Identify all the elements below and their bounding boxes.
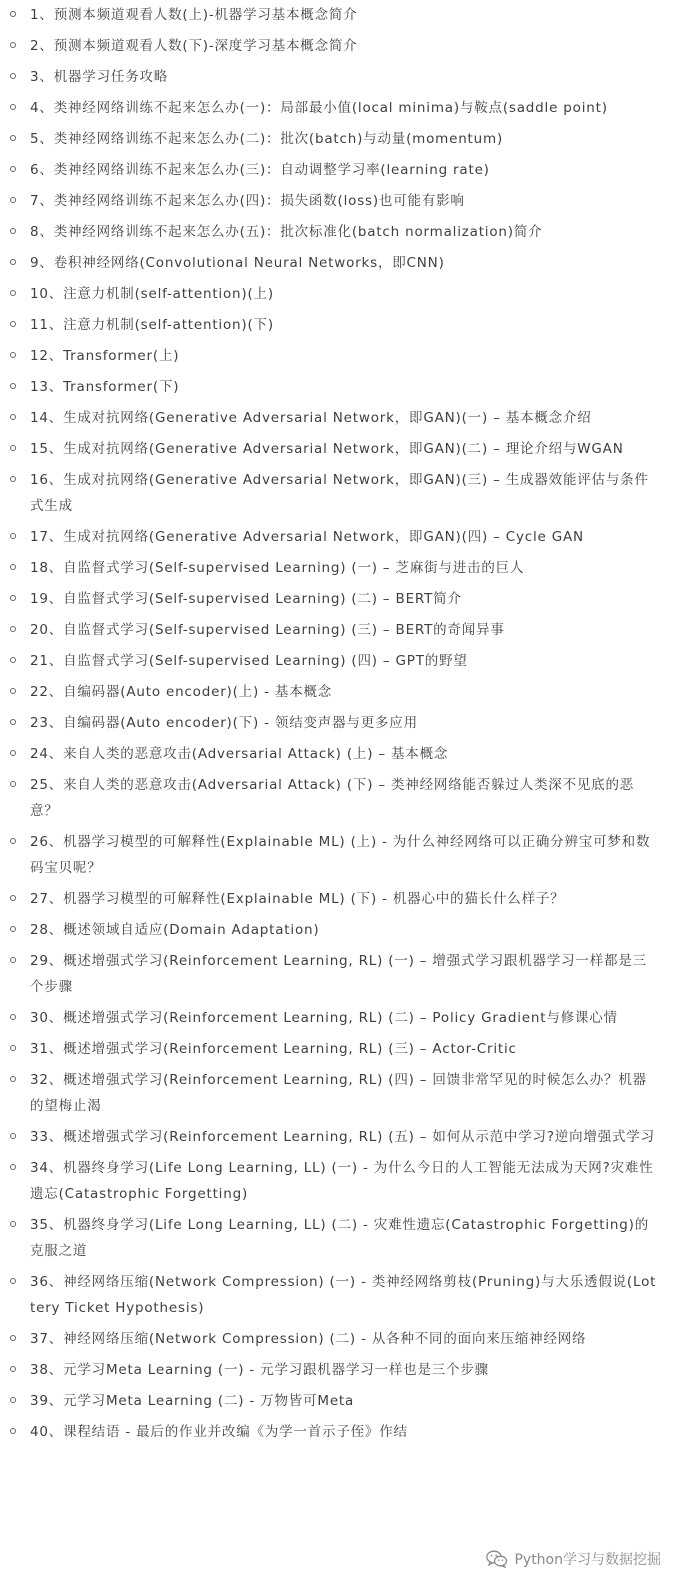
list-item [8,467,661,519]
list-item [8,617,661,643]
list-item [8,917,661,943]
bullet-icon [10,1133,16,1139]
list-item-text: 4、类神经网络训练不起来怎么办(一)：局部最小值(local minima)与鞍点(saddle point) [30,100,608,116]
list-item-text: 15、生成对抗网络(Generative Adversarial Network，即GAN)(二) – 理论介绍与WGAN [30,441,624,457]
bullet-icon [10,259,16,265]
list-item-text: 13、Transformer(下) [30,379,180,395]
list-item-text: 30、概述增强式学习(Reinforcement Learning, RL) (二) – Policy Gradient与修课心情 [30,1010,618,1026]
list-item [8,772,661,824]
list-item-text: 27、机器学习模型的可解释性(Explainable ML) (下) - 机器心中的猫长什么样子？ [30,891,565,907]
list-item-text: 28、概述领域自适应(Domain Adaptation) [30,922,320,938]
bullet-icon [10,42,16,48]
list-item [8,648,661,674]
bullet-icon [10,166,16,172]
bullet-icon [10,104,16,110]
list-item [8,886,661,912]
list-item-text: 31、概述增强式学习(Reinforcement Learning, RL) (三) – Actor-Critic [30,1041,517,1057]
list-item-text: 1、预测本频道观看人数(上)-机器学习基本概念简介 [30,7,358,23]
list-item [8,1036,661,1062]
bullet-icon [10,1335,16,1341]
list-item [8,741,661,767]
list-item-text: 36、神经网络压缩(Network Compression) (一) - 类神经网络剪枝(Pruning)与大乐透假说(Lottery Ticket Hypothesis) [30,1274,657,1316]
list-item-text: 9、卷积神经网络(Convolutional Neural Networks，即CNN) [30,255,445,271]
list-item-text: 11、注意力机制(self-attention)(下) [30,317,274,333]
bullet-icon [10,564,16,570]
watermark-text: Python学习与数据挖掘 [514,1552,661,1568]
list-item-text: 23、自编码器(Auto encoder)(下) - 领结变声器与更多应用 [30,715,418,731]
bullet-icon [10,957,16,963]
list-item [8,219,661,245]
bullet-icon [10,73,16,79]
bullet-icon [10,445,16,451]
list-item-text: 39、元学习Meta Learning (二) - 万物皆可Meta [30,1393,355,1409]
list-item-text: 34、机器终身学习(Life Long Learning, LL) (一) - 为什么今日的人工智能无法成为天网?灾难性遗忘(Catastrophic Forgetting) [30,1160,654,1202]
list-item-text: 40、课程结语 - 最后的作业并改编《为学一首示子侄》作结 [30,1424,408,1440]
list-item [8,2,661,28]
bullet-icon [10,1428,16,1434]
bullet-icon [10,1278,16,1284]
bullet-icon [10,719,16,725]
list-item [8,829,661,881]
list-item-text: 19、自监督式学习(Self-supervised Learning) (二) – BERT简介 [30,591,462,607]
watermark [486,1549,661,1569]
list-item-text: 2、预测本频道观看人数(下)-深度学习基本概念简介 [30,38,358,54]
list-item [8,374,661,400]
list-item-text: 17、生成对抗网络(Generative Adversarial Network，即GAN)(四) – Cycle GAN [30,529,584,545]
list-item-text: 18、自监督式学习(Self-supervised Learning) (一) – 芝麻街与进击的巨人 [30,560,525,576]
list-item-text: 20、自监督式学习(Self-supervised Learning) (三) – BERT的奇闻异事 [30,622,505,638]
list-item [8,126,661,152]
list-item-text: 7、类神经网络训练不起来怎么办(四)：损失函数(loss)也可能有影响 [30,193,465,209]
bullet-icon [10,1076,16,1082]
bullet-icon [10,321,16,327]
list-item [8,436,661,462]
list-item-text: 33、概述增强式学习(Reinforcement Learning, RL) (五) – 如何从示范中学习?逆向增强式学习 [30,1129,655,1145]
list-item [8,1124,661,1150]
list-item-text: 29、概述增强式学习(Reinforcement Learning, RL) (一) – 增强式学习跟机器学习一样都是三个步骤 [30,953,647,995]
list-item-text: 14、生成对抗网络(Generative Adversarial Network，即GAN)(一) – 基本概念介绍 [30,410,592,426]
wechat-icon [486,1550,508,1568]
list-item-text: 32、概述增强式学习(Reinforcement Learning, RL) (四) – 回馈非常罕见的时候怎么办？机器的望梅止渴 [30,1072,647,1114]
list-item-text: 3、机器学习任务攻略 [30,69,169,85]
list-item [8,1269,661,1321]
bullet-icon [10,414,16,420]
bullet-icon [10,228,16,234]
bullet-icon [10,657,16,663]
list-item [8,948,661,1000]
list-item [8,312,661,338]
bullet-icon [10,290,16,296]
list-item [8,1155,661,1207]
bullet-icon [10,533,16,539]
bullet-icon [10,1014,16,1020]
list-item [8,586,661,612]
list-item [8,710,661,736]
bullet-icon [10,750,16,756]
list-item-text: 8、类神经网络训练不起来怎么办(五)：批次标准化(batch normalization)简介 [30,224,543,240]
list-item [8,33,661,59]
list-item-text: 10、注意力机制(self-attention)(上) [30,286,274,302]
list-item [8,64,661,90]
list-item [8,250,661,276]
bullet-icon [10,135,16,141]
list-item [8,343,661,369]
bullet-icon [10,626,16,632]
bullet-icon [10,476,16,482]
bullet-icon [10,197,16,203]
bullet-icon [10,688,16,694]
list-item-text: 35、机器终身学习(Life Long Learning, LL) (二) - 灾难性遗忘(Catastrophic Forgetting)的克服之道 [30,1217,650,1259]
list-item [8,95,661,121]
list-item-text: 21、自监督式学习(Self-supervised Learning) (四) – GPT的野望 [30,653,468,669]
list-item [8,405,661,431]
list-item [8,1388,661,1414]
bullet-icon [10,1366,16,1372]
bullet-icon [10,11,16,17]
list-item [8,1212,661,1264]
list-item [8,1005,661,1031]
bullet-icon [10,1397,16,1403]
list-item-text: 6、类神经网络训练不起来怎么办(三)：自动调整学习率(learning rate) [30,162,490,178]
list-item-text: 38、元学习Meta Learning (一) - 元学习跟机器学习一样也是三个步骤 [30,1362,489,1378]
list-item [8,188,661,214]
list-item-text: 12、Transformer(上) [30,348,180,364]
list-item-text: 26、机器学习模型的可解释性(Explainable ML) (上) - 为什么神经网络可以正确分辨宝可梦和数码宝贝呢？ [30,834,651,876]
list-item-text: 24、来自人类的恶意攻击(Adversarial Attack) (上) – 基本概念 [30,746,449,762]
list-item-text: 25、来自人类的恶意攻击(Adversarial Attack) (下) – 类神经网络能否躲过人类深不见底的恶意？ [30,777,635,819]
bullet-icon [10,352,16,358]
list-item [8,555,661,581]
bullet-icon [10,1221,16,1227]
list-item [8,1067,661,1119]
bullet-icon [10,895,16,901]
list-item [8,524,661,550]
bullet-icon [10,1164,16,1170]
list-item [8,157,661,183]
list-item [8,281,661,307]
bullet-icon [10,1045,16,1051]
list-item [8,1326,661,1352]
list-item-text: 22、自编码器(Auto encoder)(上) - 基本概念 [30,684,333,700]
list-item [8,1419,661,1445]
list-item-text: 5、类神经网络训练不起来怎么办(二)：批次(batch)与动量(momentum) [30,131,504,147]
list-item [8,1357,661,1383]
list-item [8,679,661,705]
bullet-icon [10,838,16,844]
bullet-icon [10,383,16,389]
bullet-icon [10,926,16,932]
bullet-icon [10,595,16,601]
list-item-text: 16、生成对抗网络(Generative Adversarial Network，即GAN)(三) – 生成器效能评估与条件式生成 [30,472,649,514]
list-item-text: 37、神经网络压缩(Network Compression) (二) - 从各种不同的面向来压缩神经网络 [30,1331,587,1347]
bullet-icon [10,781,16,787]
